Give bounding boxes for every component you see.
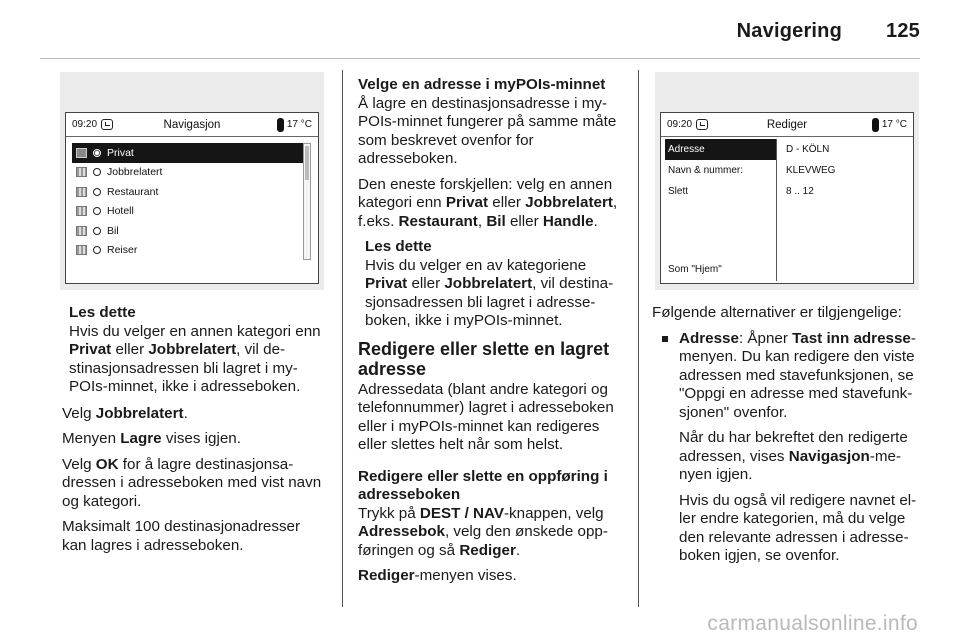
paragraph: Maksimalt 100 destinasjonadresser kan lagres i adresseboken. (62, 518, 301, 554)
thermometer-icon (872, 118, 879, 132)
screenshot-rediger (660, 112, 914, 284)
column-3 (652, 304, 924, 573)
category-label: Reiser (107, 244, 138, 257)
paragraph: Hvis du også vil redigere navnet eller endre kategorien, må du velge den relevante adressen i adresseboken igjen, se ovenfor. (679, 491, 917, 564)
list-scrollbar[interactable] (303, 143, 311, 260)
category-list (72, 143, 306, 260)
paragraph: Menyen Lagre vises igjen. (62, 430, 241, 447)
chapter-title: Navigering (736, 20, 843, 42)
option-bullet: Adresse: Åpner Tast inn adresse-menyen. Du kan redigere den viste adressen med stavefunksjonen, se "Oppgi en adresse med stavefunksjonen" ovenfor. (652, 330, 924, 423)
category-icon (76, 245, 87, 255)
paragraph: Velg Jobbrelatert. (62, 404, 188, 422)
paragraph: Følgende alternativer er tilgjengelige: (652, 304, 902, 321)
paragraph: Å lagre en destinasjonsadresse i myPOIs-minnet fungerer på samme måte som beskrevet ovenfor for adresseboken. (358, 94, 617, 167)
options-list (652, 330, 924, 423)
category-item-bil[interactable] (72, 221, 306, 241)
radio-selected-icon (93, 149, 101, 157)
paragraph: Adressedata (blant andre kategori og telefonnummer) lagret i adresseboken eller i myPOIs-minnet kan redigeres eller slettes helt når som helst. (358, 380, 614, 453)
category-label: Privat (107, 146, 134, 159)
category-item-jobbrelatert[interactable] (72, 163, 306, 183)
column-divider-2 (638, 70, 639, 607)
paragraph: Den eneste forskjellen: velg en annen kategori enn Privat eller Jobbrelatert, f.eks. Restaurant, Bil eller Handle. (358, 175, 618, 230)
category-label: Hotell (107, 205, 134, 218)
category-label: Restaurant (107, 185, 159, 198)
edit-values (783, 139, 909, 202)
column-divider-1 (342, 70, 343, 607)
radio-icon (93, 207, 101, 215)
section-heading-large: Redigere eller slette en lagret adresse (358, 338, 610, 379)
category-icon (76, 206, 87, 216)
category-item-privat[interactable] (72, 143, 306, 163)
paragraph: Velg OK for å lagre destinasjonsadressen i adresseboken med vist navn og kategori. (62, 455, 322, 510)
screenshot-rediger-frame (655, 72, 919, 290)
screen-top-bar (661, 113, 913, 137)
note-title: Les dette (69, 304, 136, 321)
edit-item-som-hjem[interactable]: Som "Hjem" (668, 264, 722, 275)
temperature-value: 17 °C (881, 119, 907, 130)
radio-icon (93, 246, 101, 254)
temperature-value: 17 °C (286, 119, 312, 130)
page-number: 125 (886, 20, 920, 42)
paragraph: Trykk på DEST / NAV-knappen, velg Adressebok, velg den ønskede oppføringen og så Rediger. (358, 504, 608, 559)
column-2 (358, 76, 624, 593)
category-item-reiser[interactable] (72, 241, 306, 261)
radio-icon (93, 168, 101, 176)
paragraph: Når du har bekreftet den redigerte adressen, vises Navigasjon-menyen igjen. (679, 429, 908, 483)
paragraph: Rediger-menyen vises. (358, 567, 517, 584)
note-box (62, 304, 328, 397)
column-1 (62, 304, 328, 562)
screenshot-navigasjon (65, 112, 319, 284)
category-label: Jobbrelatert (107, 166, 163, 179)
watermark: carmanualsonline.info (707, 612, 918, 635)
category-item-restaurant[interactable] (72, 182, 306, 202)
radio-icon (93, 227, 101, 235)
screen-title: Rediger (766, 118, 808, 131)
scrollbar-thumb[interactable] (305, 146, 309, 180)
header-divider (40, 58, 920, 59)
value-number: 8 .. 12 (786, 186, 814, 197)
section-heading: Velge en adresse i myPOIs-minnet (358, 76, 606, 93)
category-icon (76, 187, 87, 197)
note-text: Hvis du velger en av kategoriene Privat eller Jobbrelatert, vil destinasjonsadressen bli lagret i adresseboken, ikke i myPOIs-minnet. (365, 256, 614, 329)
category-icon (76, 226, 87, 236)
value-city: D - KÖLN (786, 144, 830, 155)
note-title: Les dette (365, 238, 432, 255)
thermometer-icon (277, 118, 284, 132)
edit-item-navn-nummer[interactable]: Navn & nummer: (668, 165, 744, 176)
clock-time: 09:20 (667, 119, 693, 130)
category-label: Bil (107, 224, 119, 237)
edit-item-slett[interactable]: Slett (668, 186, 689, 197)
category-item-hotell[interactable] (72, 202, 306, 222)
category-icon (76, 167, 87, 177)
page-header (737, 20, 920, 43)
edit-item-adresse[interactable]: Adresse (665, 139, 776, 160)
subsection-heading: Redigere eller slette en oppføring i adresseboken (358, 467, 608, 503)
value-street: KLEVWEG (786, 165, 836, 176)
edit-options-list (665, 139, 777, 281)
note-text: Hvis du velger en annen kategori enn Privat eller Jobbrelatert, vil destinasjonsadressen bli lagret i myPOIs-minnet, ikke i adresseboken. (69, 322, 321, 395)
note-box (358, 238, 624, 331)
temperature-display (872, 118, 907, 132)
temperature-display (277, 118, 312, 132)
screen-top-bar (66, 113, 318, 137)
category-icon (76, 148, 87, 158)
screenshot-navigasjon-frame (60, 72, 324, 290)
screen-title: Navigasjon (163, 118, 221, 131)
clock-time: 09:20 (72, 119, 98, 130)
radio-icon (93, 188, 101, 196)
